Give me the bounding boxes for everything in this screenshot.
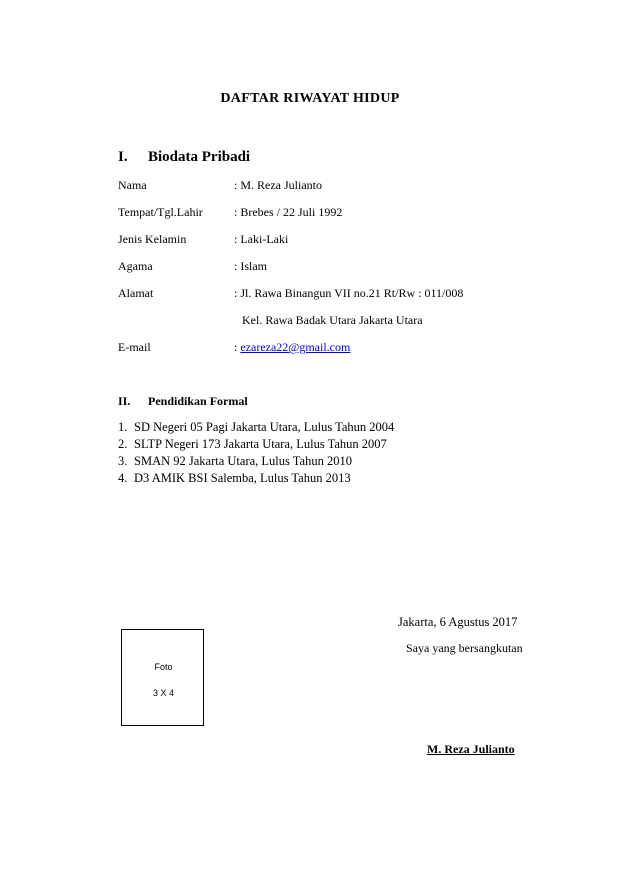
signer-note: Saya yang bersangkutan	[406, 641, 523, 655]
signer-name: M. Reza Julianto	[427, 742, 515, 756]
education-item-text: SMAN 92 Jakarta Utara, Lulus Tahun 2010	[134, 454, 352, 468]
photo-size: 3 X 4	[152, 688, 174, 698]
education-item-text: SD Negeri 05 Pagi Jakarta Utara, Lulus Tahun 2004	[134, 420, 395, 434]
photo-label: Foto	[154, 662, 173, 672]
label-tempat-tgl-lahir: Tempat/Tgl.Lahir	[118, 205, 203, 219]
label-jenis-kelamin: Jenis Kelamin	[118, 232, 187, 246]
document-title: DAFTAR RIWAYAT HIDUP	[220, 91, 400, 106]
education-item-text: SLTP Negeri 173 Jakarta Utara, Lulus Tahun 2007	[134, 437, 387, 451]
value-jenis-kelamin: : Laki-Laki	[234, 232, 289, 246]
label-agama: Agama	[118, 259, 153, 273]
value-tempat-tgl-lahir: : Brebes / 22 Juli 1992	[234, 205, 343, 219]
value-alamat-line2: Kel. Rawa Badak Utara Jakarta Utara	[242, 313, 423, 327]
label-email: E-mail	[118, 340, 151, 354]
label-nama: Nama	[118, 178, 147, 192]
value-alamat-line1: : Jl. Rawa Binangun VII no.21 Rt/Rw : 011/008	[234, 286, 464, 300]
education-item-number: 4.	[118, 471, 128, 485]
education-item-number: 2.	[118, 437, 128, 451]
photo-placeholder	[121, 629, 204, 726]
value-nama: : M. Reza Julianto	[234, 178, 322, 192]
education-item-text: D3 AMIK BSI Salemba, Lulus Tahun 2013	[134, 471, 351, 485]
education-item-number: 3.	[118, 454, 128, 468]
email-link[interactable]: ezareza22@gmail.com	[240, 340, 351, 354]
value-agama: : Islam	[234, 259, 267, 273]
section1-number: I.	[118, 149, 128, 165]
education-item-number: 1.	[118, 420, 128, 434]
section2-number: II.	[118, 394, 131, 408]
value-email	[234, 340, 350, 355]
section2-title: Pendidikan Formal	[148, 394, 248, 408]
label-alamat: Alamat	[118, 286, 154, 300]
email-prefix: :	[234, 340, 241, 354]
place-date: Jakarta, 6 Agustus 2017	[398, 615, 518, 629]
section1-title: Biodata Pribadi	[148, 149, 251, 165]
